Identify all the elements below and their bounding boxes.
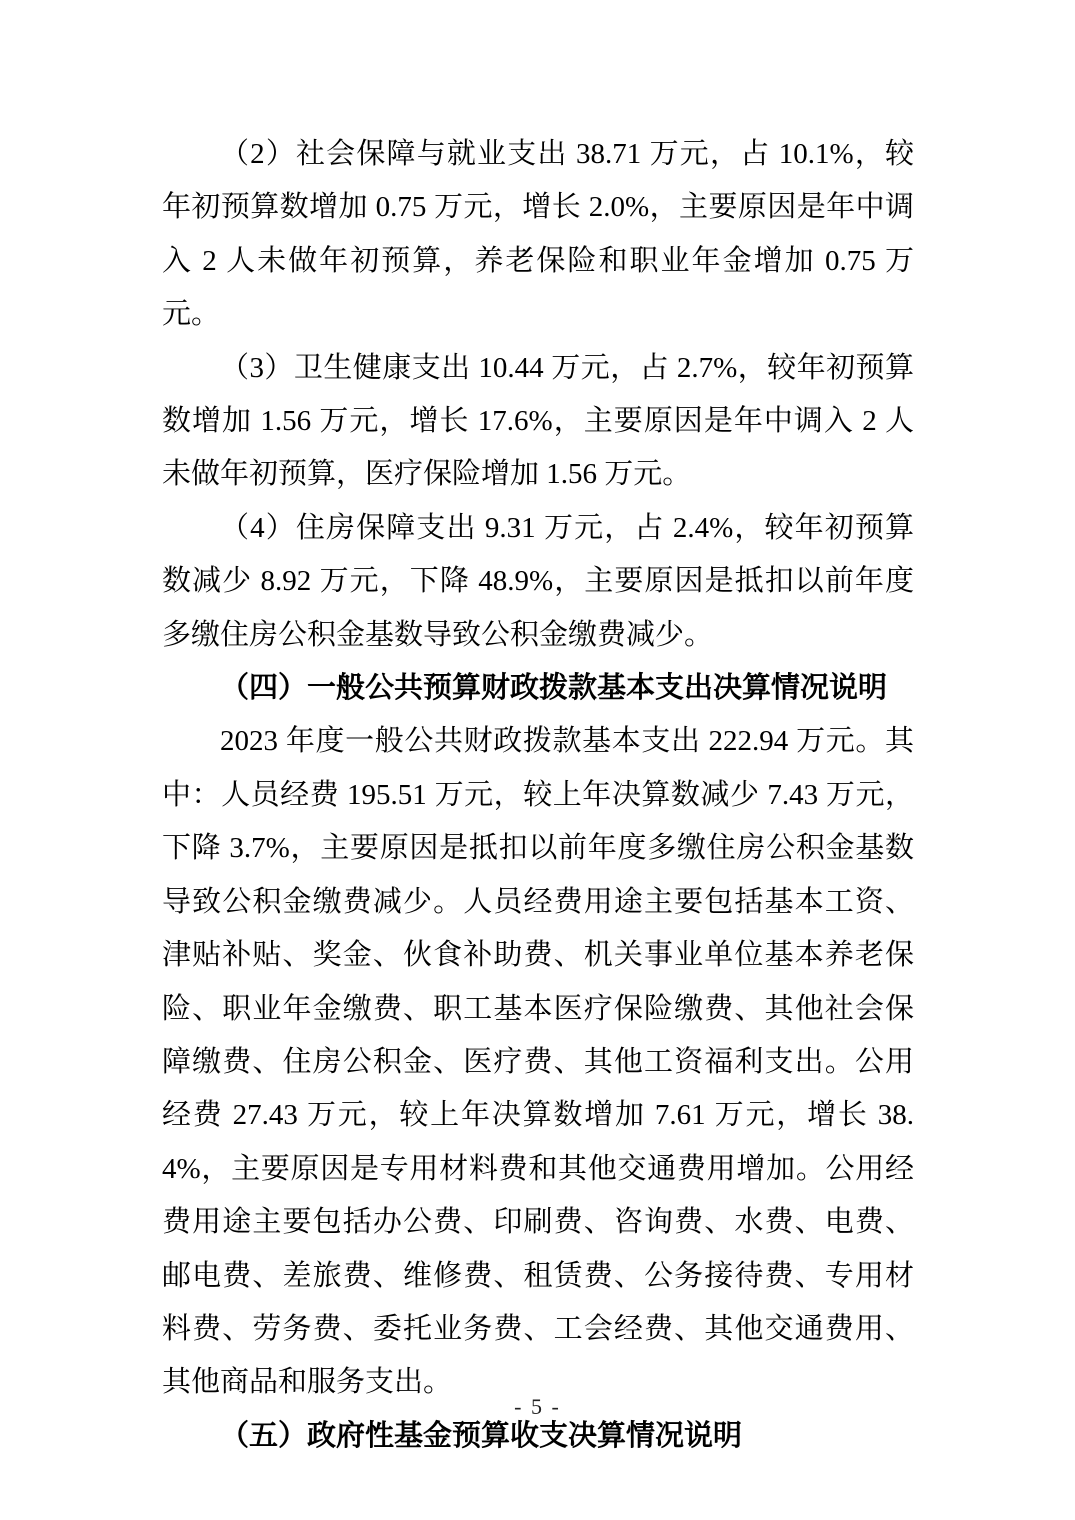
para-social-security-employment: （2）社会保障与就业支出 38.71 万元，占 10.1%，较年初预算数增加 0.75 万元，增长 2.0%，主要原因是年中调入 2 人未做年初预算，养老保险和职业年金增加 0.75 万元。 xyxy=(162,138,914,331)
para-housing-security: （4）住房保障支出 9.31 万元，占 2.4%，较年初预算数减少 8.92 万元，下降 48.9%，主要原因是抵扣以前年度多缴住房公积金基数导致公积金缴费减少。 xyxy=(162,511,914,651)
document-body xyxy=(162,128,914,1463)
heading-section-4-basic-expenditure: （四）一般公共预算财政拨款基本支出决算情况说明 xyxy=(220,672,888,705)
heading-section-5-government-fund: （五）政府性基金预算收支决算情况说明 xyxy=(220,1419,743,1452)
para-basic-expenditure-detail: 2023 年度一般公共财政拨款基本支出 222.94 万元。其中：人员经费 195.51 万元，较上年决算数减少 7.43 万元，下降 3.7%，主要原因是抵扣以前年度多缴住房公积金基数导致公积金缴费减少。人员经费用途主要包括基本工资、津贴补贴、奖金、伙食补助费、机关事业单位基本养老保险、职业年金缴费、职工基本医疗保险缴费、其他社会保障缴费、住房公积金、医疗费、其他工资福利支出。公用经费 27.43 万元，较上年决算数增加 7.61 万元，增长 38.4%，主要原因是专用材料费和其他交通费用增加。公用经费用途主要包括办公费、印刷费、咨询费、水费、电费、邮电费、差旅费、维修费、租赁费、公务接待费、专用材料费、劳务费、委托业务费、工会经费、其他交通费用、其他商品和服务支出。 xyxy=(162,725,914,1399)
para-health-expenditure: （3）卫生健康支出 10.44 万元，占 2.7%，较年初预算数增加 1.56 万元，增长 17.6%，主要原因是年中调入 2 人未做年初预算，医疗保险增加 1.56 万元。 xyxy=(162,351,914,491)
page-number: - 5 - xyxy=(514,1394,561,1419)
